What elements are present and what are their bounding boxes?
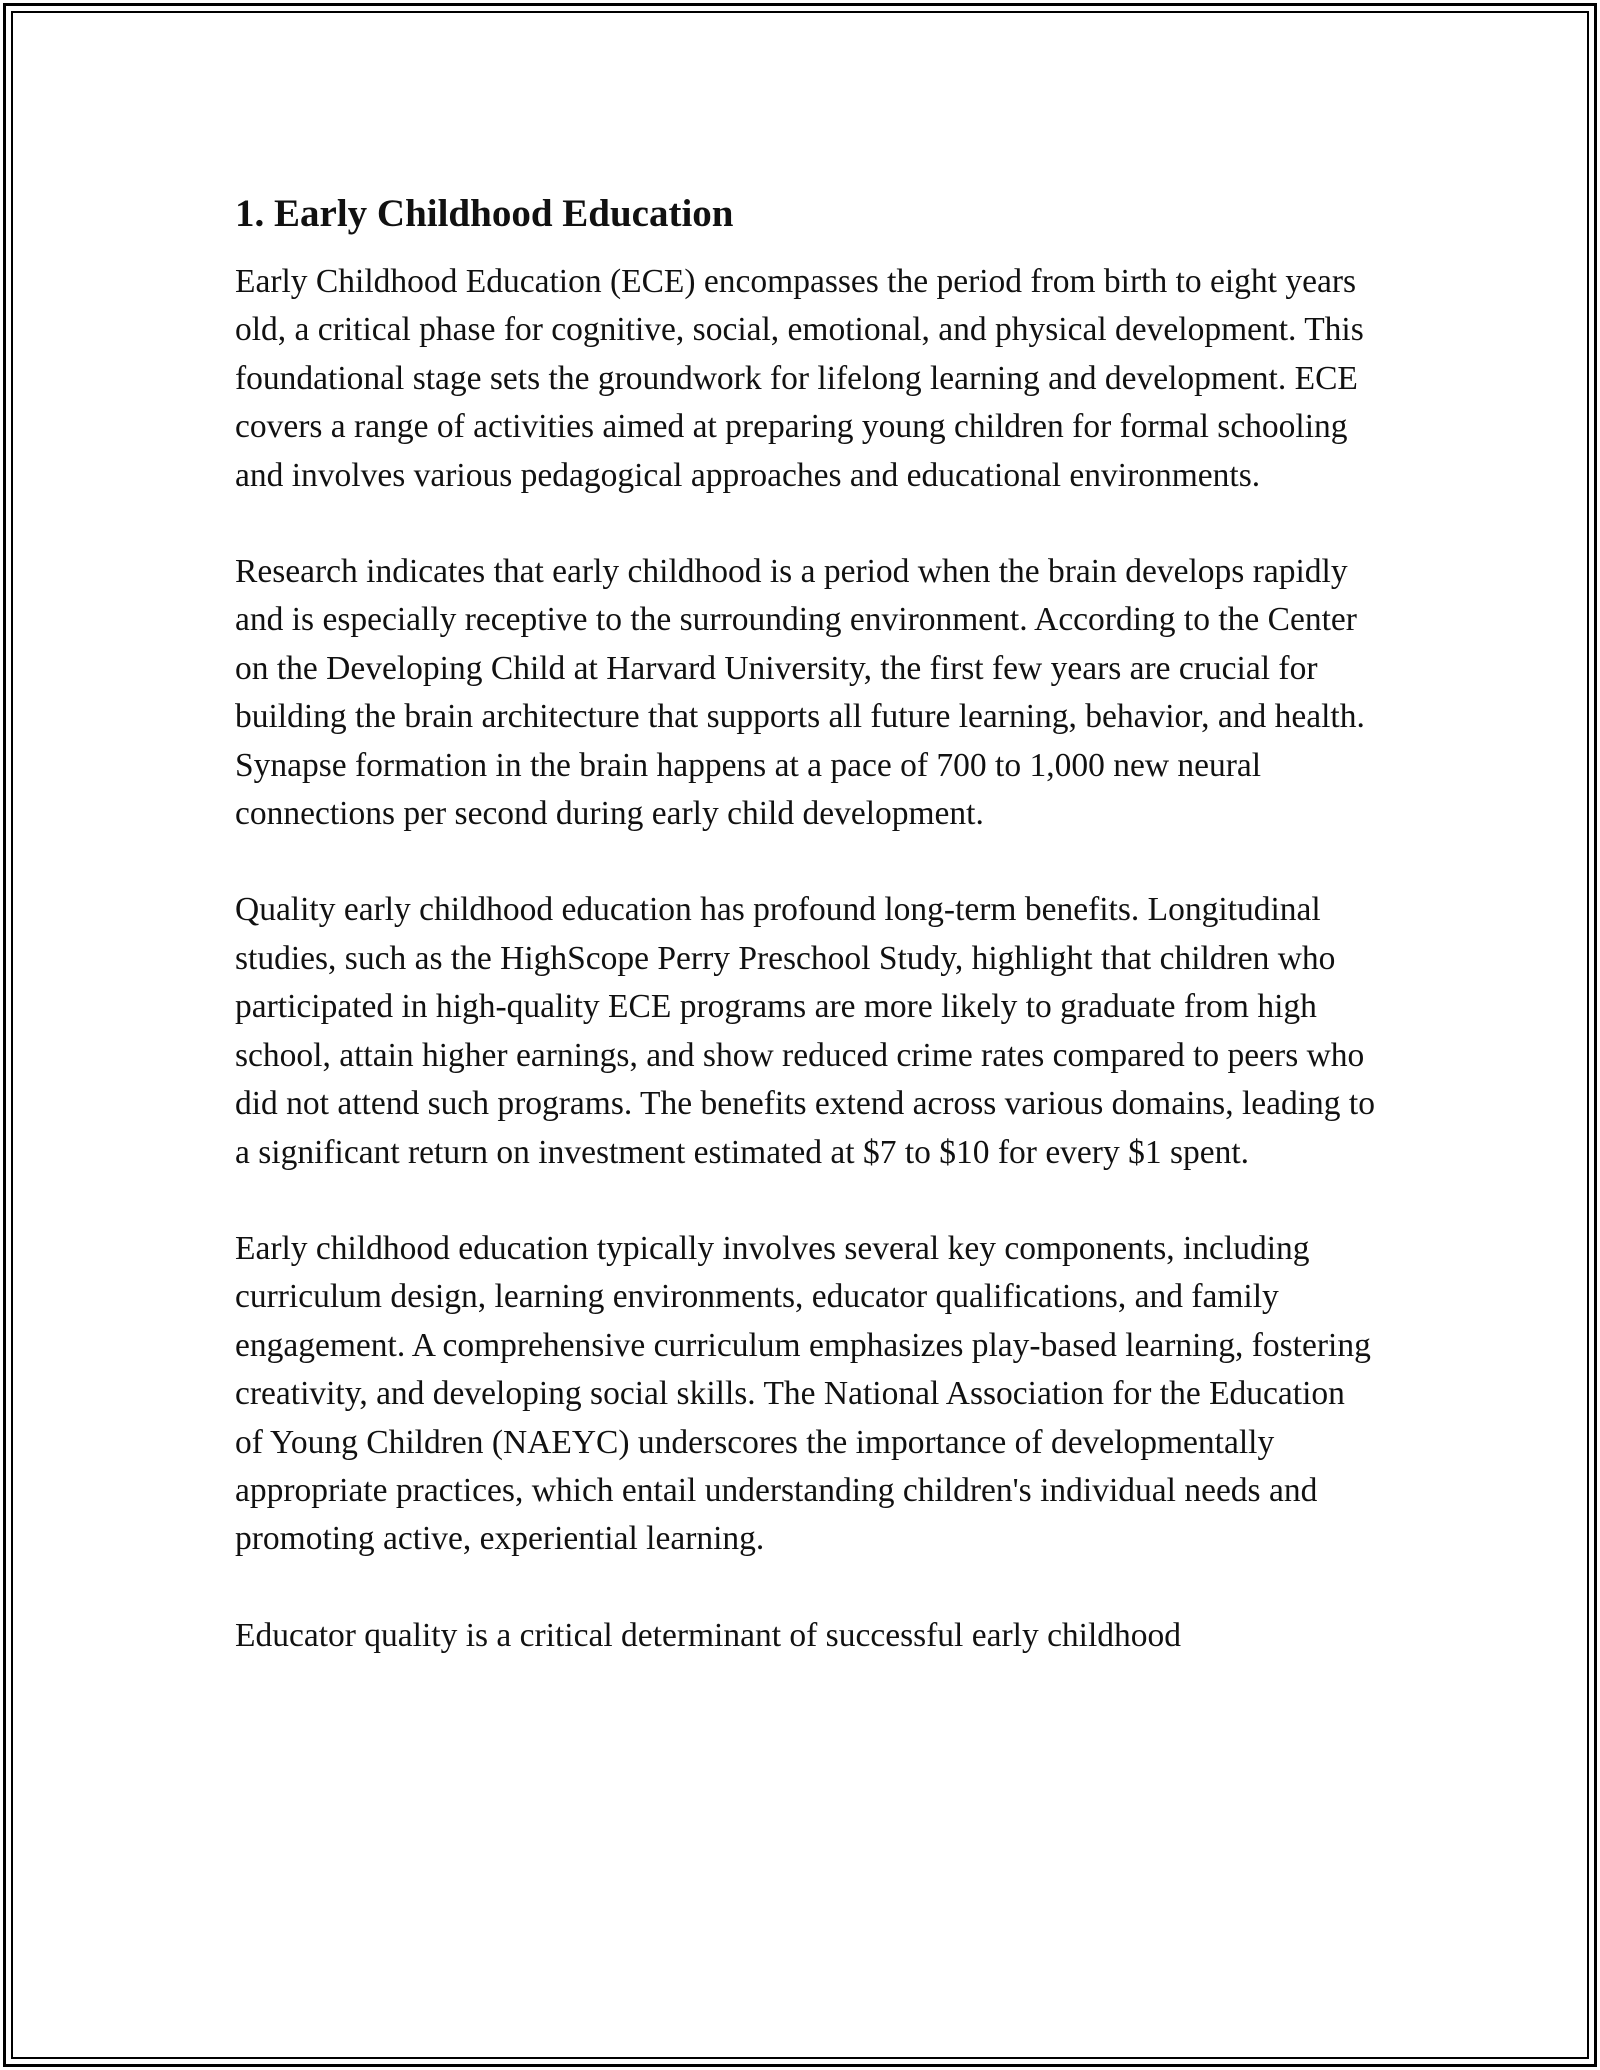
document-body [235, 186, 1375, 1708]
paragraph-brain-development: Research indicates that early childhood is a period when the brain develops rapidly and is especially receptive to the surrounding environment. According to the Center on the Developing Child at Harvard University, the first few years are crucial for building the brain architecture that supports all future learning, behavior, and health. Synapse formation in the brain happens at a pace of 700 to 1,000 new neural connections per second during early child development. [235, 553, 1365, 833]
section-heading: 1. Early Childhood Education [235, 192, 734, 235]
paragraph-long-term-benefits: Quality early childhood education has profound long-term benefits. Longitudinal studies, such as the HighScope Perry Preschool Study, highlight that children who participated in high-quality ECE programs are more likely to graduate from high school, attain higher earnings, and show reduced crime rates compared to peers who did not attend such programs. The benefits extend across various domains, leading to a significant return on investment estimated at $7 to $10 for every $1 spent. [235, 891, 1375, 1171]
paragraph-intro: Early Childhood Education (ECE) encompasses the period from birth to eight years old, a critical phase for cognitive, social, emotional, and physical development. This foundational stage sets the groundwork for lifelong learning and development. ECE covers a range of activities aimed at preparing young children for formal schooling and involves various pedagogical approaches and educational environments. [235, 263, 1364, 494]
paragraph-educator-quality: Educator quality is a critical determinant of successful early childhood [235, 1616, 1182, 1654]
paragraph-key-components: Early childhood education typically involves several key components, including curriculum design, learning environments, educator qualifications, and family engagement. A comprehensive curriculum emphasizes play-based learning, fostering creativity, and developing social skills. The National Association for the Education of Young Children (NAEYC) underscores the importance of developmentally appropriate practices, which entail understanding children's individual needs and promoting active, experiential learning. [235, 1229, 1371, 1558]
